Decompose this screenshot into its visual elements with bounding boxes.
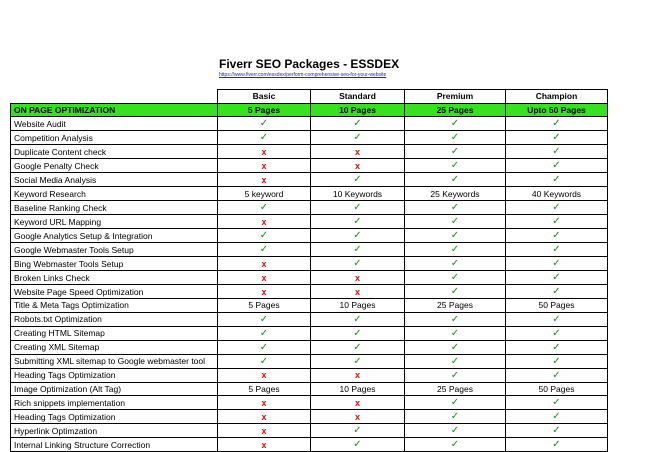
feature-value: 25 Keywords bbox=[430, 188, 480, 199]
cross-icon: x bbox=[354, 160, 360, 171]
cross-icon: x bbox=[354, 272, 360, 283]
check-icon: ✓ bbox=[552, 160, 561, 172]
section-value: 10 Pages bbox=[311, 103, 405, 117]
feature-value-cell bbox=[405, 354, 506, 368]
check-icon: ✓ bbox=[259, 202, 269, 214]
feature-value-cell bbox=[311, 243, 405, 257]
check-icon: ✓ bbox=[450, 411, 460, 423]
feature-value: 50 Pages bbox=[538, 384, 575, 395]
check-icon: ✓ bbox=[259, 313, 269, 325]
cross-icon: x bbox=[261, 397, 267, 408]
feature-value-cell bbox=[311, 173, 405, 187]
check-icon: ✓ bbox=[450, 258, 460, 270]
feature-value-cell bbox=[311, 131, 405, 145]
table-row bbox=[11, 410, 608, 424]
check-icon: ✓ bbox=[353, 439, 362, 451]
cross-icon: x bbox=[261, 146, 267, 157]
table-row bbox=[11, 131, 608, 145]
feature-value-cell bbox=[405, 438, 506, 452]
feature-value-cell bbox=[311, 145, 405, 159]
cross-icon: x bbox=[354, 146, 360, 157]
feature-value-cell bbox=[506, 187, 608, 201]
feature-value-cell bbox=[218, 326, 311, 340]
feature-value-cell bbox=[311, 354, 405, 368]
check-icon: ✓ bbox=[450, 286, 460, 298]
cross-icon: x bbox=[261, 425, 267, 436]
feature-value-cell bbox=[218, 340, 311, 354]
feature-value: 25 Pages bbox=[437, 384, 473, 395]
check-icon: ✓ bbox=[353, 118, 362, 130]
feature-value-cell bbox=[311, 299, 405, 313]
feature-value-cell bbox=[218, 299, 311, 313]
packages-table bbox=[10, 89, 608, 452]
check-icon: ✓ bbox=[450, 425, 460, 437]
cross-icon: x bbox=[261, 272, 267, 283]
table-header-row bbox=[11, 90, 608, 104]
feature-value-cell bbox=[311, 229, 405, 243]
feature-value-cell bbox=[506, 145, 608, 159]
cross-icon: x bbox=[261, 160, 267, 171]
feature-value: 5 Pages bbox=[248, 300, 280, 311]
feature-value-cell bbox=[405, 424, 506, 438]
feature-value-cell bbox=[311, 271, 405, 285]
cross-icon: x bbox=[354, 397, 360, 408]
feature-value-cell bbox=[405, 201, 506, 215]
feature-value-cell bbox=[405, 340, 506, 354]
table-row bbox=[11, 257, 608, 271]
check-icon: ✓ bbox=[552, 439, 561, 451]
check-icon: ✓ bbox=[552, 369, 561, 381]
section-row bbox=[11, 103, 608, 117]
feature-value-cell bbox=[405, 285, 506, 299]
feature-label: Hyperlink Optimzation bbox=[11, 424, 218, 438]
table-row bbox=[11, 285, 608, 299]
feature-value-cell bbox=[218, 410, 311, 424]
check-icon: ✓ bbox=[552, 118, 561, 130]
check-icon: ✓ bbox=[552, 174, 561, 186]
check-icon: ✓ bbox=[259, 355, 269, 367]
check-icon: ✓ bbox=[450, 160, 460, 172]
feature-value-cell bbox=[506, 396, 608, 410]
table-row bbox=[11, 145, 608, 159]
check-icon: ✓ bbox=[450, 355, 460, 367]
check-icon: ✓ bbox=[450, 216, 460, 228]
check-icon: ✓ bbox=[259, 341, 269, 353]
feature-value-cell bbox=[218, 424, 311, 438]
feature-label: Robots.txt Optimization bbox=[11, 312, 218, 326]
check-icon: ✓ bbox=[259, 132, 269, 144]
check-icon: ✓ bbox=[552, 230, 561, 242]
feature-label: Creating HTML Sitemap bbox=[11, 326, 218, 340]
check-icon: ✓ bbox=[353, 174, 362, 186]
feature-value-cell bbox=[311, 159, 405, 173]
feature-value-cell bbox=[218, 117, 311, 131]
column-header-premium: Premium bbox=[405, 90, 506, 104]
check-icon: ✓ bbox=[552, 397, 561, 409]
feature-label: Website Page Speed Optimization bbox=[11, 285, 218, 299]
table-row bbox=[11, 243, 608, 257]
table-row bbox=[11, 159, 608, 173]
header-blank bbox=[11, 90, 218, 104]
feature-value-cell bbox=[405, 173, 506, 187]
table-row bbox=[11, 271, 608, 285]
feature-value-cell bbox=[506, 368, 608, 382]
feature-value-cell bbox=[218, 312, 311, 326]
section-value: Upto 50 Pages bbox=[506, 103, 608, 117]
check-icon: ✓ bbox=[450, 146, 460, 158]
feature-value-cell bbox=[405, 117, 506, 131]
feature-value: 5 Pages bbox=[248, 384, 280, 395]
feature-label: Keyword URL Mapping bbox=[11, 215, 218, 229]
check-icon: ✓ bbox=[552, 258, 561, 270]
column-header-basic: Basic bbox=[218, 90, 311, 104]
check-icon: ✓ bbox=[450, 202, 460, 214]
feature-label: Social Media Analysis bbox=[11, 173, 218, 187]
feature-value-cell bbox=[506, 229, 608, 243]
cross-icon: x bbox=[261, 174, 267, 185]
check-icon: ✓ bbox=[259, 244, 269, 256]
cross-icon: x bbox=[354, 286, 360, 297]
check-icon: ✓ bbox=[552, 146, 561, 158]
feature-value-cell bbox=[506, 131, 608, 145]
feature-value-cell bbox=[405, 257, 506, 271]
feature-label: Heading Tags Optimization bbox=[11, 368, 218, 382]
column-header-champion: Champion bbox=[506, 90, 608, 104]
feature-value-cell bbox=[311, 201, 405, 215]
feature-label: Google Penalty Check bbox=[11, 159, 218, 173]
feature-value-cell bbox=[405, 271, 506, 285]
feature-value: 40 Keywords bbox=[531, 188, 582, 199]
feature-value-cell bbox=[405, 410, 506, 424]
check-icon: ✓ bbox=[450, 327, 460, 339]
feature-value-cell bbox=[218, 201, 311, 215]
cross-icon: x bbox=[261, 258, 267, 269]
feature-value-cell bbox=[218, 187, 311, 201]
feature-value-cell bbox=[218, 173, 311, 187]
feature-value-cell bbox=[506, 299, 608, 313]
feature-value-cell bbox=[506, 424, 608, 438]
cross-icon: x bbox=[354, 411, 360, 422]
feature-label: Google Analytics Setup & Integration bbox=[11, 229, 218, 243]
feature-label: Website Audit bbox=[11, 117, 218, 131]
feature-value-cell bbox=[506, 271, 608, 285]
section-label: ON PAGE OPTIMIZATION bbox=[11, 103, 218, 117]
feature-value-cell bbox=[311, 340, 405, 354]
check-icon: ✓ bbox=[450, 341, 460, 353]
feature-value-cell bbox=[311, 382, 405, 396]
feature-label: Baseline Ranking Check bbox=[11, 201, 218, 215]
feature-value-cell bbox=[405, 131, 506, 145]
check-icon: ✓ bbox=[552, 216, 561, 228]
section-value: 5 Pages bbox=[218, 103, 311, 117]
check-icon: ✓ bbox=[450, 244, 460, 256]
table-row bbox=[11, 299, 608, 313]
feature-value-cell bbox=[311, 424, 405, 438]
cross-icon: x bbox=[261, 286, 267, 297]
feature-value-cell bbox=[311, 257, 405, 271]
check-icon: ✓ bbox=[552, 132, 561, 144]
feature-label: Competition Analysis bbox=[11, 131, 218, 145]
feature-value-cell bbox=[405, 326, 506, 340]
section-value: 25 Pages bbox=[405, 103, 506, 117]
feature-value-cell bbox=[405, 396, 506, 410]
feature-label: Keyword Research bbox=[11, 187, 218, 201]
table-row bbox=[11, 117, 608, 131]
feature-value: 5 keyword bbox=[244, 188, 284, 199]
check-icon: ✓ bbox=[450, 118, 460, 130]
check-icon: ✓ bbox=[353, 230, 362, 242]
feature-label: Bing Webmaster Tools Setup bbox=[11, 257, 218, 271]
check-icon: ✓ bbox=[450, 397, 460, 409]
feature-value-cell bbox=[218, 382, 311, 396]
check-icon: ✓ bbox=[353, 327, 362, 339]
check-icon: ✓ bbox=[259, 118, 269, 130]
feature-value-cell bbox=[506, 382, 608, 396]
feature-value-cell bbox=[506, 438, 608, 452]
check-icon: ✓ bbox=[552, 272, 561, 284]
check-icon: ✓ bbox=[259, 327, 269, 339]
feature-value-cell bbox=[506, 285, 608, 299]
feature-value-cell bbox=[311, 410, 405, 424]
check-icon: ✓ bbox=[450, 272, 460, 284]
check-icon: ✓ bbox=[552, 313, 561, 325]
table-row bbox=[11, 187, 608, 201]
feature-value-cell bbox=[218, 285, 311, 299]
feature-value-cell bbox=[218, 438, 311, 452]
feature-value-cell bbox=[506, 159, 608, 173]
feature-value-cell bbox=[405, 243, 506, 257]
feature-label: Title & Meta Tags Optimization bbox=[11, 299, 218, 313]
cross-icon: x bbox=[261, 411, 267, 422]
feature-label: Rich snippets implementation bbox=[11, 396, 218, 410]
check-icon: ✓ bbox=[552, 425, 561, 437]
feature-value: 10 Pages bbox=[339, 384, 376, 395]
check-icon: ✓ bbox=[552, 411, 561, 423]
feature-value-cell bbox=[405, 159, 506, 173]
check-icon: ✓ bbox=[353, 313, 362, 325]
feature-value-cell bbox=[506, 173, 608, 187]
feature-label: Google Webmaster Tools Setup bbox=[11, 243, 218, 257]
cross-icon: x bbox=[261, 439, 267, 450]
feature-value-cell bbox=[405, 368, 506, 382]
feature-label: Heading Tags Optimization bbox=[11, 410, 218, 424]
cross-icon: x bbox=[261, 216, 267, 227]
check-icon: ✓ bbox=[450, 369, 460, 381]
feature-value-cell bbox=[405, 382, 506, 396]
check-icon: ✓ bbox=[552, 327, 561, 339]
feature-value-cell bbox=[218, 271, 311, 285]
feature-value-cell bbox=[405, 215, 506, 229]
feature-value-cell bbox=[311, 117, 405, 131]
feature-value-cell bbox=[218, 243, 311, 257]
table-row bbox=[11, 326, 608, 340]
check-icon: ✓ bbox=[552, 355, 561, 367]
feature-value-cell bbox=[311, 326, 405, 340]
table-row bbox=[11, 201, 608, 215]
feature-value-cell bbox=[311, 438, 405, 452]
check-icon: ✓ bbox=[450, 313, 460, 325]
table-row bbox=[11, 229, 608, 243]
feature-value-cell bbox=[218, 145, 311, 159]
feature-value-cell bbox=[506, 354, 608, 368]
cross-icon: x bbox=[354, 370, 360, 381]
feature-value-cell bbox=[405, 145, 506, 159]
feature-value: 50 Pages bbox=[538, 300, 575, 311]
feature-label: Duplicate Content check bbox=[11, 145, 218, 159]
table-row bbox=[11, 340, 608, 354]
feature-label: Creating XML Sitemap bbox=[11, 340, 218, 354]
feature-value-cell bbox=[311, 396, 405, 410]
feature-value-cell bbox=[218, 368, 311, 382]
feature-value-cell bbox=[311, 215, 405, 229]
feature-value-cell bbox=[311, 285, 405, 299]
feature-value: 10 Pages bbox=[339, 300, 376, 311]
check-icon: ✓ bbox=[353, 244, 362, 256]
feature-value-cell bbox=[506, 340, 608, 354]
table-row bbox=[11, 438, 608, 452]
check-icon: ✓ bbox=[353, 216, 362, 228]
feature-label: Submitting XML sitemap to Google webmaster tool bbox=[11, 354, 218, 368]
table-row bbox=[11, 368, 608, 382]
feature-value-cell bbox=[218, 159, 311, 173]
feature-value-cell bbox=[506, 201, 608, 215]
check-icon: ✓ bbox=[552, 244, 561, 256]
table-row bbox=[11, 354, 608, 368]
feature-value-cell bbox=[218, 257, 311, 271]
feature-value-cell bbox=[218, 215, 311, 229]
feature-value-cell bbox=[218, 131, 311, 145]
check-icon: ✓ bbox=[353, 132, 362, 144]
check-icon: ✓ bbox=[552, 202, 561, 214]
table-row bbox=[11, 312, 608, 326]
check-icon: ✓ bbox=[259, 230, 269, 242]
table-row bbox=[11, 215, 608, 229]
check-icon: ✓ bbox=[450, 230, 460, 242]
feature-value-cell bbox=[218, 229, 311, 243]
feature-value: 10 Keywords bbox=[332, 188, 383, 199]
check-icon: ✓ bbox=[552, 286, 561, 298]
feature-label: Image Optimization (Alt Tag) bbox=[11, 382, 218, 396]
feature-value-cell bbox=[218, 354, 311, 368]
check-icon: ✓ bbox=[450, 132, 460, 144]
feature-value-cell bbox=[506, 117, 608, 131]
table-row bbox=[11, 396, 608, 410]
check-icon: ✓ bbox=[353, 258, 362, 270]
feature-value-cell bbox=[311, 187, 405, 201]
check-icon: ✓ bbox=[552, 341, 561, 353]
check-icon: ✓ bbox=[353, 202, 362, 214]
feature-value-cell bbox=[311, 312, 405, 326]
feature-value-cell bbox=[405, 312, 506, 326]
feature-value-cell bbox=[506, 326, 608, 340]
feature-value-cell bbox=[506, 312, 608, 326]
feature-label: Internal Linking Structure Correction bbox=[11, 438, 218, 452]
feature-value-cell bbox=[506, 215, 608, 229]
table-row bbox=[11, 173, 608, 187]
feature-value-cell bbox=[506, 410, 608, 424]
feature-value-cell bbox=[218, 396, 311, 410]
check-icon: ✓ bbox=[353, 355, 362, 367]
feature-value: 25 Pages bbox=[437, 300, 473, 311]
table-row bbox=[11, 382, 608, 396]
feature-value-cell bbox=[506, 257, 608, 271]
check-icon: ✓ bbox=[450, 174, 460, 186]
feature-value-cell bbox=[405, 229, 506, 243]
check-icon: ✓ bbox=[450, 439, 460, 451]
page-title: Fiverr SEO Packages - ESSDEX bbox=[219, 57, 400, 71]
table-row bbox=[11, 424, 608, 438]
cross-icon: x bbox=[261, 370, 267, 381]
feature-value-cell bbox=[405, 187, 506, 201]
gig-link[interactable]: https://www.fiverr.com/essdex/perform-comprehensive-seo-for-your-website bbox=[219, 72, 387, 78]
column-header-standard: Standard bbox=[311, 90, 405, 104]
feature-value-cell bbox=[311, 368, 405, 382]
check-icon: ✓ bbox=[353, 341, 362, 353]
feature-label: Broken Links Check bbox=[11, 271, 218, 285]
feature-value-cell bbox=[506, 243, 608, 257]
check-icon: ✓ bbox=[353, 425, 362, 437]
feature-value-cell bbox=[405, 299, 506, 313]
